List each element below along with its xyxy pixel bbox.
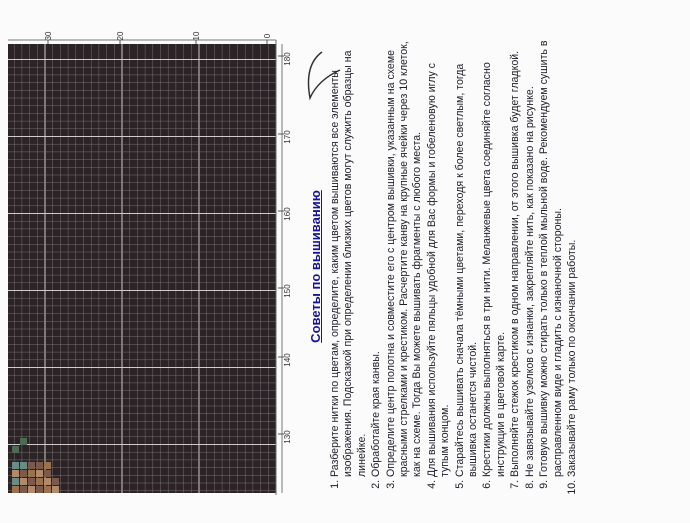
tip-item: 6. Крестики должны выполняться в три нити. Меланжевые цвета соединяйте согласно инструкции в цветовой карте. [481, 34, 508, 477]
stitch-cell [28, 486, 35, 493]
stitch-cell [20, 478, 27, 485]
right-ruler-label: 180 [283, 52, 292, 66]
embroidery-tips-panel [306, 34, 690, 499]
stitch-cell [52, 478, 59, 485]
tip-item: 7. Выполняйте стежок крестиком в одном направлении, от этого вышивка будет гладкой. [509, 34, 522, 477]
stitch-cell [36, 486, 43, 493]
stitch-cell [28, 478, 35, 485]
stitch-cell [28, 462, 35, 469]
stitch-cell [20, 438, 27, 445]
stitch-cell [20, 486, 27, 493]
tip-item: 10. Заказывайте раму только по окончании работы. [566, 34, 579, 477]
tip-item: 1. Разберите нитки по цветам, определите, каким цветом вышиваются все элементы изображения. Подсказкой при определении близких цветов могут служить образцы на линейке. [329, 34, 369, 477]
tip-item: 8. Не завязывайте узелков с изнанки, закрепляйте нить, как показано на рисунке. [524, 34, 537, 477]
stitch-cell [28, 470, 35, 477]
stitch-cell [12, 462, 19, 469]
stitch-cell [36, 470, 43, 477]
stitch-cell [12, 470, 19, 477]
stitch-cell [44, 462, 51, 469]
tip-item: 3. Определите центр полотна и совместите его с центром вышивки, указанным на схеме красными стрелками и крестиком. Расчертите канву на крупные ячейки через 10 клеток, как на схеме. Тогда Вы можете вышивать фрагменты с любого места. [385, 34, 425, 477]
top-ruler-label: 10 [192, 31, 201, 41]
stitch-cell [44, 486, 51, 493]
stitch-cell [20, 470, 27, 477]
stitch-cell [12, 486, 19, 493]
stitch-cell [36, 478, 43, 485]
right-ruler-label: 150 [283, 284, 292, 298]
tip-item: 4. Для вышивания используйте пяльцы удобной для Вас формы и гобеленовую иглу с тупым концом. [426, 34, 453, 477]
stitch-cell [44, 470, 51, 477]
stitch-cell [20, 462, 27, 469]
right-ruler-label: 170 [283, 130, 292, 144]
top-ruler-label: 20 [116, 31, 125, 41]
top-ruler-label: 0 [263, 33, 272, 39]
stitch-cell [36, 462, 43, 469]
page-title: Советы по вышиванию [308, 190, 323, 343]
stitch-cell [44, 478, 51, 485]
stitch-cell [12, 446, 19, 453]
right-ruler-label: 130 [283, 430, 292, 444]
right-ruler-label: 160 [283, 207, 292, 221]
tip-item: 2. Обработайте края канвы. [370, 34, 383, 477]
stitch-cell [52, 486, 59, 493]
top-ruler-label: 30 [44, 31, 53, 41]
stitch-cell [12, 478, 19, 485]
tip-item: 5. Старайтесь вышивать сначала тёмными цветами, переходя к более светлым, тогда вышивка останется чистой. [454, 34, 481, 477]
tip-item: 9. Готовую вышивку можно стирать только в теплой мыльной воде. Рекомендуем сушить в расправленном виде и гладить с изнаночной стороны. [538, 34, 565, 477]
pattern-grid-background [8, 44, 276, 493]
right-ruler-label: 140 [283, 353, 292, 367]
